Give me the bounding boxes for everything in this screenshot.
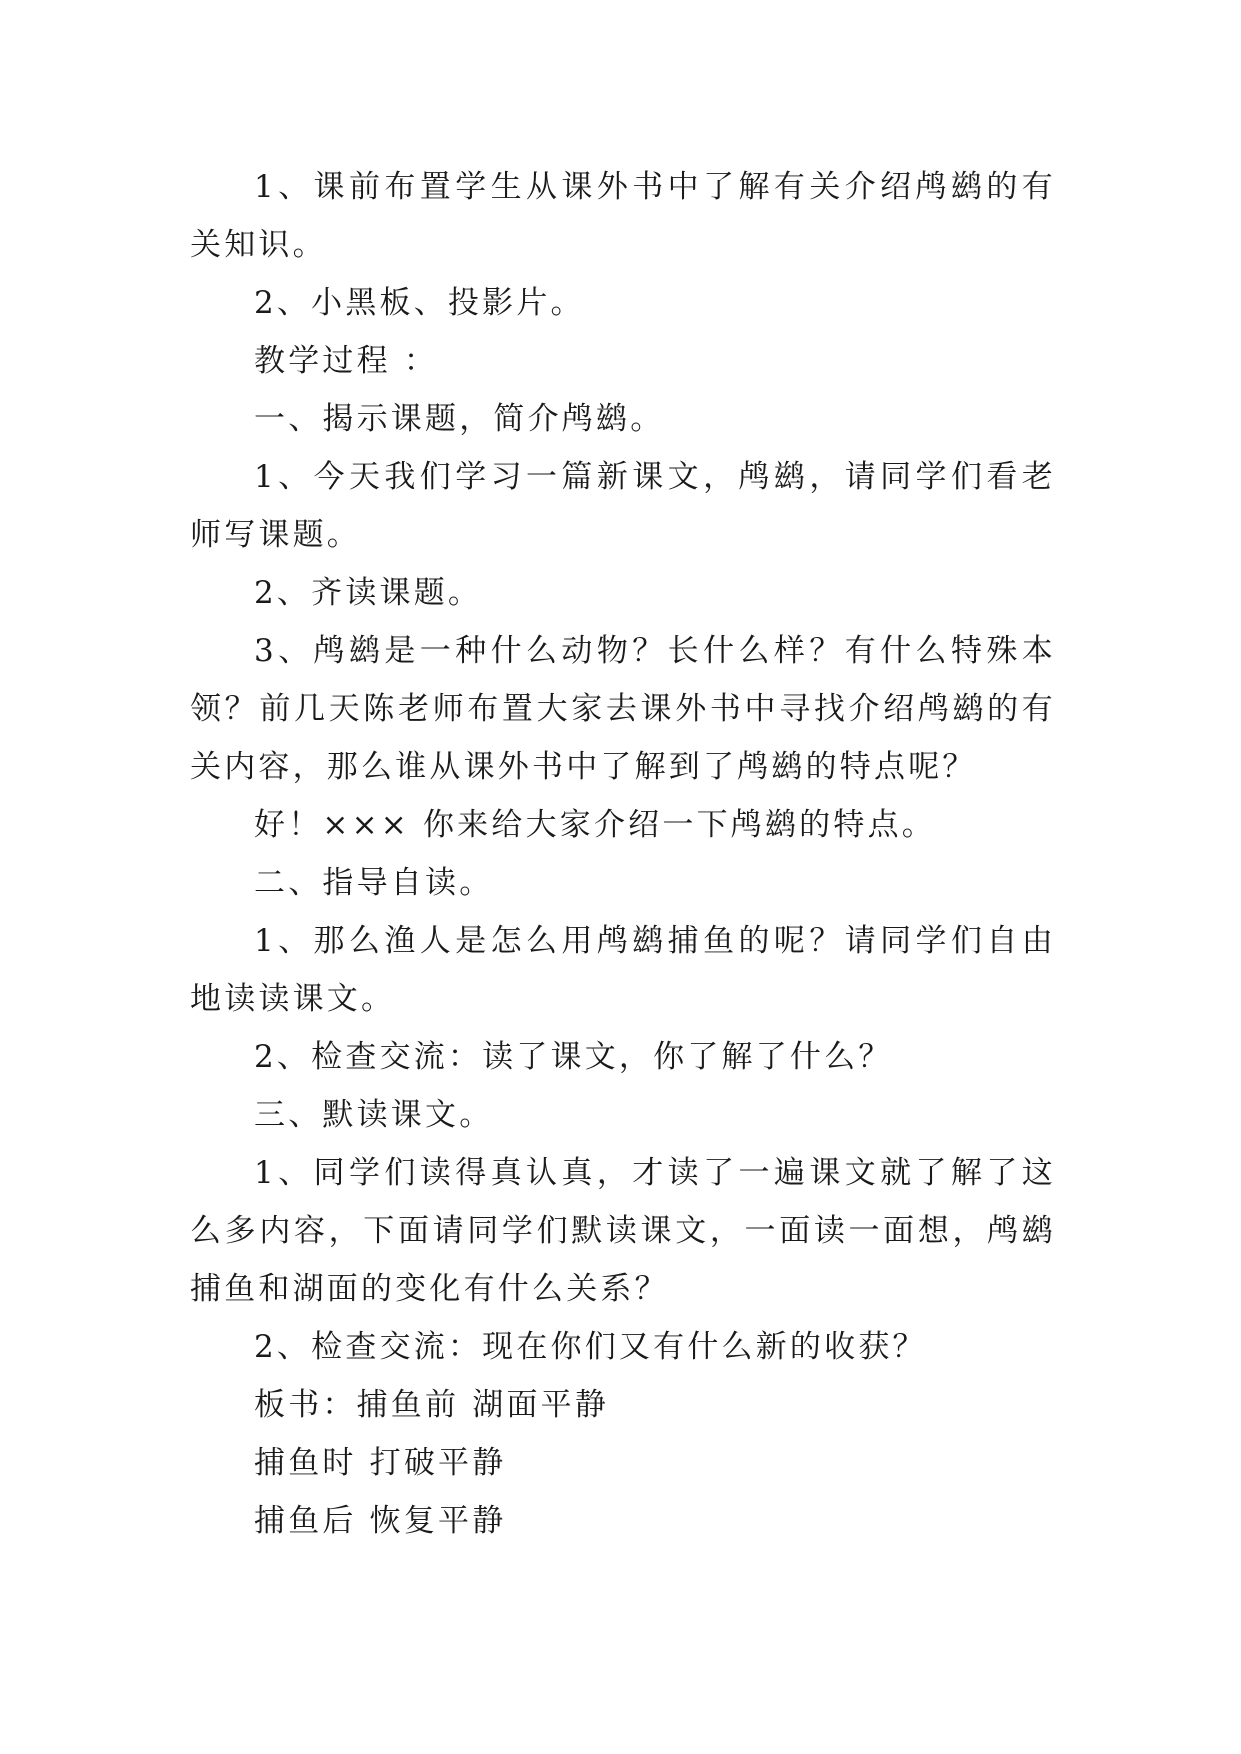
paragraph: 教学过程 ： <box>254 343 439 379</box>
blackboard-note: 板书：捕鱼前 湖面平静 <box>254 1387 610 1423</box>
section-heading: 二、指导自读。 <box>254 865 494 901</box>
paragraph: 2、小黑板、投影片。 <box>254 285 585 321</box>
section-heading: 一、揭示课题，简介鸬鹚。 <box>254 401 665 437</box>
paragraph: 1、那么渔人是怎么用鸬鹚捕鱼的呢？请同学们自由地读读课文。 <box>190 923 1056 1017</box>
paragraph: 2、检查交流：现在你们又有什么新的收获？ <box>254 1329 927 1365</box>
document-body <box>190 158 1056 1550</box>
section-heading: 三、默读课文。 <box>254 1097 494 1133</box>
paragraph: 3、鸬鹚是一种什么动物？长什么样？有什么特殊本领？前几天陈老师布置大家去课外书中寻找介绍鸬鹚的有关内容，那么谁从课外书中了解到了鸬鹚的特点呢？ <box>190 633 1056 785</box>
blackboard-note: 捕鱼时 打破平静 <box>254 1445 507 1481</box>
blackboard-note: 捕鱼后 恢复平静 <box>254 1503 507 1539</box>
paragraph: 1、课前布置学生从课外书中了解有关介绍鸬鹚的有关知识。 <box>190 169 1056 263</box>
paragraph: 好！××× 你来给大家介绍一下鸬鹚的特点。 <box>254 807 936 843</box>
paragraph: 2、齐读课题。 <box>254 575 483 611</box>
paragraph: 1、今天我们学习一篇新课文，鸬鹚，请同学们看老师写课题。 <box>190 459 1056 553</box>
paragraph: 2、检查交流：读了课文，你了解了什么？ <box>254 1039 893 1075</box>
paragraph: 1、同学们读得真认真，才读了一遍课文就了解了这么多内容，下面请同学们默读课文，一面读一面想，鸬鹚捕鱼和湖面的变化有什么关系？ <box>190 1155 1056 1307</box>
